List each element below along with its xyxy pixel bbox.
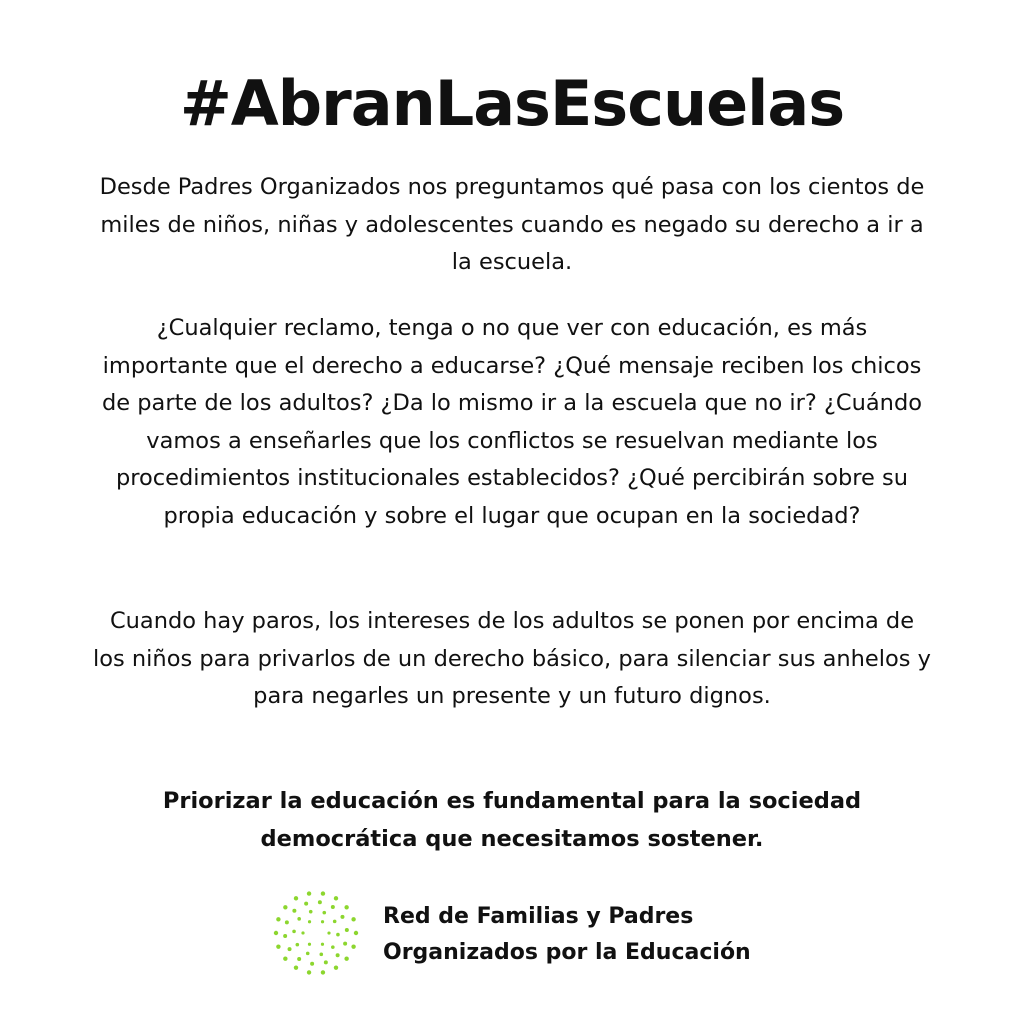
logo-dot (274, 931, 278, 935)
logo-dot (345, 928, 349, 932)
paragraph-intro: Desde Padres Organizados nos preguntamos qué pasa con los cientos de miles de niños, niñas y adolescentes cuando es negado su derecho a ir a la escuela. (99, 174, 925, 275)
logo-dot (296, 943, 300, 947)
logo-dot (283, 957, 287, 961)
logo-dot (340, 915, 344, 919)
logo-dot (327, 931, 330, 934)
logo-dot (334, 896, 338, 900)
organization-name-line1: Red de Familias y Padres (383, 904, 694, 929)
logo-dot (288, 947, 292, 951)
logo-dot (292, 909, 296, 913)
logo-dot (322, 911, 326, 915)
logo-dot (309, 910, 313, 914)
logo-dot (283, 905, 287, 909)
logo-dot (354, 931, 358, 935)
logo-dot (321, 891, 325, 895)
logo-dot (343, 942, 347, 946)
logo-dot (321, 970, 325, 974)
logo-dot (306, 952, 310, 956)
logo-dot (319, 953, 323, 957)
logo-dot (344, 905, 348, 909)
green-dot-circle-logo-icon (268, 888, 364, 978)
logo-dot (301, 931, 304, 934)
logo-dot (276, 917, 280, 921)
logo-dot (336, 953, 340, 957)
logo-dot (297, 957, 301, 961)
logo-dot (318, 900, 322, 904)
logo-dot (308, 920, 311, 923)
logo-dot (294, 965, 298, 969)
logo-dot (294, 896, 298, 900)
logo-dot (276, 944, 280, 948)
logo-dot (308, 943, 311, 946)
organization-name-line2: Organizados por la Educación (383, 940, 751, 965)
paragraph-conclusion: Priorizar la educación es fundamental para la sociedad democrática que necesitamos sostener. (162, 788, 862, 852)
logo-dot (324, 960, 328, 964)
logo-dot (304, 902, 308, 906)
logo-dot (331, 945, 335, 949)
organization-name (383, 899, 751, 971)
paragraph-strikes: Cuando hay paros, los intereses de los adultos se ponen por encima de los niños para privarlos de un derecho básico, para silenciar sus anhelos y para negarles un presente y un futuro dignos. (93, 608, 931, 709)
paragraph-questions: ¿Cualquier reclamo, tenga o no que ver con educación, es más importante que el derecho a educarse? ¿Qué mensaje reciben los chicos de parte de los adultos? ¿Da lo mismo ir a la escuela que no ir? ¿Cuándo vamos a enseñarles que los conflictos se resuelvan mediante los procedimientos institucionales establecidos? ¿Qué percibirán sobre su propia educación y sobre el lugar que ocupan en la sociedad? (101, 315, 922, 529)
logo-dot (283, 934, 287, 938)
logo-dot (285, 920, 289, 924)
logo-dot (334, 965, 338, 969)
logo-dot (331, 905, 335, 909)
page-title: #AbranLasEscuelas (179, 67, 845, 140)
logo-dot (351, 944, 355, 948)
logo-dot (321, 920, 324, 923)
logo-dot (321, 943, 324, 946)
logo-dot (344, 957, 348, 961)
logo-dot (297, 917, 301, 921)
logo-dot (292, 930, 296, 934)
logo-dot (333, 920, 337, 924)
logo-dot (307, 891, 311, 895)
logo-dot (307, 970, 311, 974)
logo-dot (336, 933, 340, 937)
logo-dot (310, 962, 314, 966)
logo-dot (351, 917, 355, 921)
